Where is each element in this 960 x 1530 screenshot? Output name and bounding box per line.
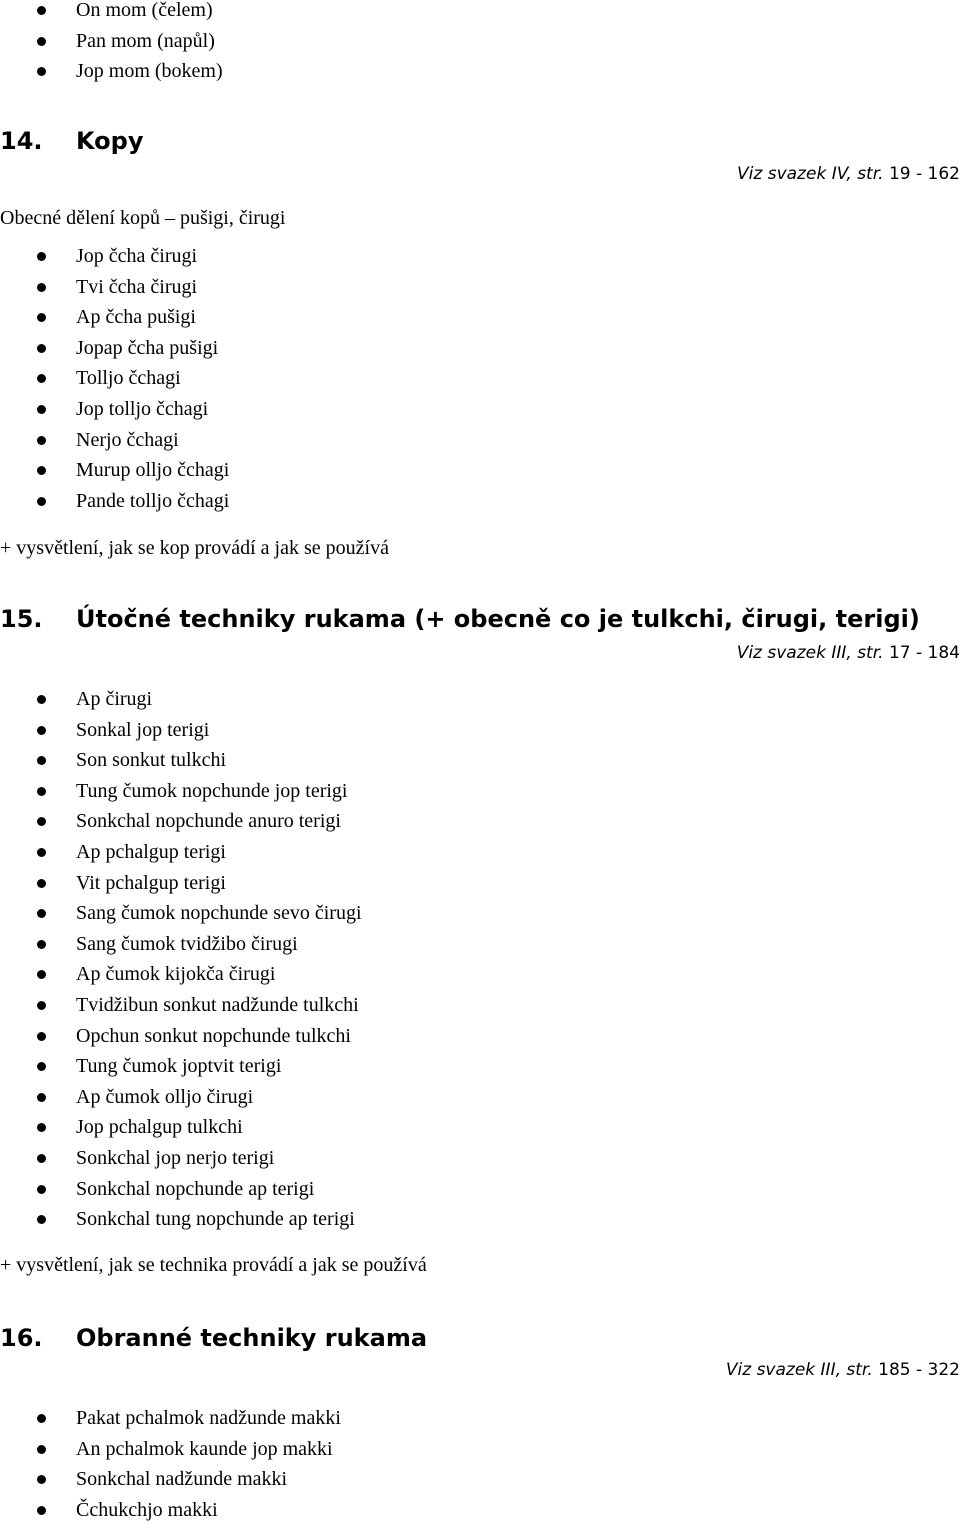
bullet-icon (37, 6, 46, 15)
list-item: Son sonkut tulkchi (0, 750, 362, 781)
section-title: Obranné techniky rukama (76, 1324, 428, 1352)
list-item: Pakat pchalmok nadžunde makki (0, 1408, 341, 1439)
list-item: Pande tolljo čchagi (0, 491, 229, 522)
bullet-icon (37, 879, 46, 888)
section-title: Kopy (76, 127, 144, 155)
bullet-icon (37, 1414, 46, 1423)
list-item: Nerjo čchagi (0, 430, 229, 461)
section-15-reference (737, 643, 960, 663)
bullet-icon (37, 940, 46, 949)
list-item: Tvidžibun sonkut nadžunde tulkchi (0, 995, 362, 1026)
reference-pages: 17 - 184 (888, 643, 960, 663)
bullet-icon (37, 466, 46, 475)
list-item: Jopap čcha pušigi (0, 338, 229, 369)
bullet-icon (37, 1001, 46, 1010)
section-14-list (0, 246, 229, 521)
list-item: On mom (čelem) (0, 0, 223, 31)
list-item: Sonkchal nopchunde anuro terigi (0, 811, 362, 842)
reference-label: Viz svazek III, str. (736, 643, 884, 663)
bullet-icon (37, 313, 46, 322)
list-item: Tung čumok joptvit terigi (0, 1056, 362, 1087)
bullet-icon (37, 1032, 46, 1041)
bullet-icon (37, 497, 46, 506)
list-item: Sonkchal tung nopchunde ap terigi (0, 1209, 362, 1240)
bullet-icon (37, 67, 46, 76)
list-item: Ap pchalgup terigi (0, 842, 362, 873)
section-number: 16. (0, 1324, 43, 1352)
list-item: Čchukchjo makki (0, 1500, 341, 1530)
section-15-note: + vysvětlení, jak se technika provádí a jak se používá (0, 1254, 427, 1276)
bullet-icon (37, 817, 46, 826)
bullet-icon (37, 756, 46, 765)
list-item: Jop čcha čirugi (0, 246, 229, 277)
list-item: Sonkchal jop nerjo terigi (0, 1148, 362, 1179)
list-item: Sonkal jop terigi (0, 720, 362, 751)
bullet-icon (37, 848, 46, 857)
bullet-icon (37, 37, 46, 46)
list-item: Ap čirugi (0, 689, 362, 720)
bullet-icon (37, 252, 46, 261)
list-item: Tvi čcha čirugi (0, 277, 229, 308)
bullet-icon (37, 787, 46, 796)
bullet-icon (37, 970, 46, 979)
reference-pages: 19 - 162 (888, 164, 960, 184)
list-item: Sang čumok tvidžibo čirugi (0, 934, 362, 965)
bullet-icon (37, 1123, 46, 1132)
bullet-icon (37, 1093, 46, 1102)
section-14-reference (737, 164, 960, 184)
reference-label: Viz svazek III, str. (725, 1360, 873, 1380)
bullet-icon (37, 1215, 46, 1224)
section-14-intro: Obecné dělení kopů – pušigi, čirugi (0, 207, 286, 229)
section-16-reference (726, 1360, 960, 1380)
list-item: Tung čumok nopchunde jop terigi (0, 781, 362, 812)
bullet-icon (37, 436, 46, 445)
list-item: Ap čumok olljo čirugi (0, 1087, 362, 1118)
bullet-icon (37, 1154, 46, 1163)
list-item: Sang čumok nopchunde sevo čirugi (0, 903, 362, 934)
list-item: Jop pchalgup tulkchi (0, 1117, 362, 1148)
list-item: Jop mom (bokem) (0, 61, 223, 92)
section-14-heading (0, 127, 144, 155)
section-title: Útočné techniky rukama (+ obecně co je tulkchi, čirugi, terigi) (76, 605, 920, 633)
bullet-icon (37, 344, 46, 353)
list-item: Ap čcha pušigi (0, 307, 229, 338)
list-item: Vit pchalgup terigi (0, 873, 362, 904)
bullet-icon (37, 1506, 46, 1515)
bullet-icon (37, 1475, 46, 1484)
reference-pages: 185 - 322 (878, 1360, 960, 1380)
bullet-icon (37, 283, 46, 292)
list-item: Jop tolljo čchagi (0, 399, 229, 430)
list-item: Tolljo čchagi (0, 368, 229, 399)
section-14-note: + vysvětlení, jak se kop provádí a jak se používá (0, 537, 389, 559)
list-item: Opchun sonkut nopchunde tulkchi (0, 1026, 362, 1057)
list-item: An pchalmok kaunde jop makki (0, 1439, 341, 1470)
list-item: Sonkchal nopchunde ap terigi (0, 1179, 362, 1210)
list-item: Pan mom (napůl) (0, 31, 223, 62)
section-16-heading (0, 1324, 427, 1352)
list-item: Murup olljo čchagi (0, 460, 229, 491)
reference-label: Viz svazek IV, str. (737, 164, 884, 184)
bullet-icon (37, 726, 46, 735)
bullet-icon (37, 1185, 46, 1194)
section-number: 15. (0, 605, 43, 633)
bullet-icon (37, 405, 46, 414)
bullet-icon (37, 695, 46, 704)
section-15-heading (0, 605, 920, 633)
section-15-list (0, 689, 362, 1240)
top-bullet-list (0, 0, 223, 92)
list-item: Ap čumok kijokča čirugi (0, 964, 362, 995)
list-item: Sonkchal nadžunde makki (0, 1469, 341, 1500)
bullet-icon (37, 1445, 46, 1454)
section-number: 14. (0, 127, 43, 155)
bullet-icon (37, 1062, 46, 1071)
bullet-icon (37, 374, 46, 383)
section-16-list (0, 1408, 341, 1530)
bullet-icon (37, 909, 46, 918)
